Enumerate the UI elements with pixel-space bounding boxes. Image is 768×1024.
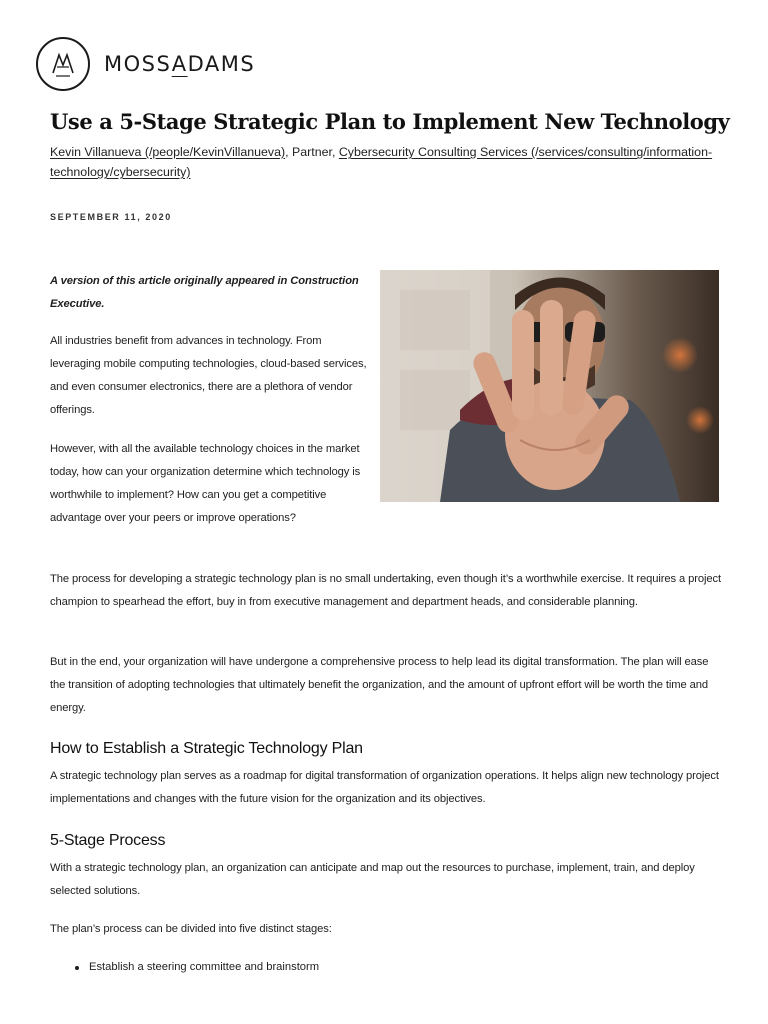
paragraph-7: The plan’s process can be divided into five distinct stages:	[50, 923, 332, 935]
intro-note: A version of this article originally appeared in Construction Executive.	[50, 275, 359, 310]
paragraph-3: The process for developing a strategic technology plan is no small undertaking, even though it’s a worthwhile exercise. It requires a project champion to spearhead the effort, buy in from executive management and department heads, and considerable planning.	[50, 573, 721, 608]
paragraph-6: With a strategic technology plan, an organization can anticipate and map out the resources to purchase, implement, train, and deploy selected solutions.	[50, 862, 695, 897]
article-photo	[380, 270, 719, 502]
section-heading-5-stage: 5-Stage Process	[50, 832, 166, 849]
paragraph-4: But in the end, your organization will have undergone a comprehensive process to help lead its digital transformation. The plan will ease the transition of adopting technologies that ultimately benefit the organization, and the amount of upfront effort will be worth the time and energy.	[50, 656, 709, 714]
paragraph-5: A strategic technology plan serves as a roadmap for digital transformation of organization operations. It helps align new technology project implementations and changes with the future vision for the organization and its objectives.	[50, 770, 719, 805]
section-heading-strategic-plan: How to Establish a Strategic Technology Plan	[50, 740, 363, 757]
bullet-icon	[75, 966, 79, 970]
list-item: Establish a steering committee and brainstorm	[50, 956, 319, 979]
paragraph-1: All industries benefit from advances in technology. From leveraging mobile computing technologies, cloud-based services, and even consumer electronics, there are a plethora of vendor offerings.	[50, 335, 367, 416]
author-role: , Partner,	[285, 145, 339, 159]
paragraph-2: However, with all the available technology choices in the market today, how can your organization determine which technology is worthwhile to implement? How can you get a competitive advantage over your peers or improve operations?	[50, 443, 361, 524]
author-link[interactable]: Kevin Villanueva (/people/KevinVillanueva)	[50, 145, 286, 159]
service-link[interactable]: Cybersecurity Consulting Services (/services/consulting/information-technology/cybersecurity)	[50, 145, 713, 179]
brand-logo[interactable]	[36, 37, 255, 91]
publish-date: SEPTEMBER 11, 2020	[50, 212, 172, 222]
brand-wordmark: MOSSADAMS	[104, 52, 256, 76]
article-title: Use a 5-Stage Strategic Plan to Implement New Technology	[50, 109, 730, 134]
byline	[50, 142, 730, 182]
stage-list	[50, 956, 319, 979]
moss-adams-mark-icon	[36, 37, 90, 91]
